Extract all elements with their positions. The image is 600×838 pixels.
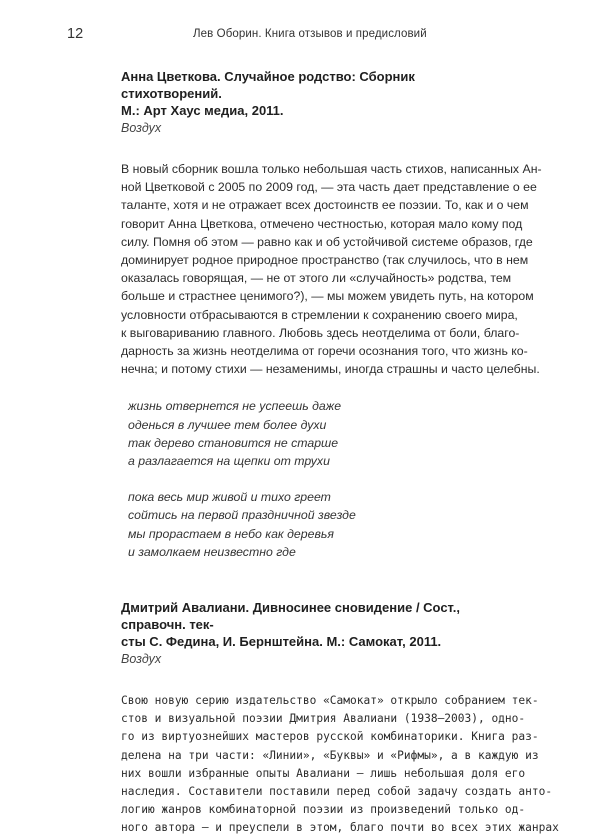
review-source: Воздух [121,121,162,135]
body-line: оказалась говорящая, — не от этого ли «случайность» родства, тем [121,271,512,286]
body-line: В новый сборник вошла только небольшая часть стихов, написанных Ан- [121,162,542,176]
review-body [121,692,559,838]
review-title-line: сты С. Федина, И. Бернштейна. М.: Самокат, 2011. [121,634,442,650]
body-line: говорит Анна Цветкова, отмечено честностью, которая мало кому под [121,216,523,231]
review-tsvetkova [121,68,542,561]
poem-line: оденься в лучшее тем более духи [128,417,327,432]
review-title-line: Анна Цветкова. Случайное родство: Сборник стихотворений. [121,69,415,101]
body-line: наследия. Составители поставили перед собой задачу создать анто- [121,785,553,799]
review-source: Воздух [121,652,162,667]
review-title [121,599,491,650]
poem-line: жизнь отвернется не успеешь даже [128,399,342,414]
body-line: стов и визуальной поэзии Дмитрия Авалиани (1938–2003), одно- [121,712,526,726]
poem-line: мы прорастаем в небо как деревья [128,526,334,541]
running-header [0,26,600,46]
body-line: доминирует родное природное пространство (так случилось, что в нем [121,253,529,268]
review-body [121,160,542,378]
body-line: ной Цветковой с 2005 по 2009 год, — эта часть дает представление о ее [121,180,537,195]
body-line: условности отбрасываются в стремлении к сохранению своего мира, [121,307,518,322]
review-title-line: Дмитрий Авалиани. Дивносинее сновидение / Сост., справочн. тек- [121,600,461,633]
running-title: Лев Оборин. Книга отзывов и предисловий [193,28,427,40]
body-line: делена на три части: «Линии», «Буквы» и «Рифмы», а в каждую из [121,748,539,762]
poem-stanza [128,397,491,470]
poem-line: пока весь мир живой и тихо греет [128,490,331,505]
poem-line: и замолкаем неизвестно где [128,544,296,559]
review-avaliani [121,599,559,838]
body-line: го из виртуознейших мастеров русской комбинаторики. Книга раз- [121,730,539,744]
body-line: дарность за жизнь неотделима от горечи осознания того, что жизнь ко- [121,344,528,359]
body-line: Свою новую серию издательство «Самокат» открыло собранием тек- [121,694,539,708]
poem-stanza [128,488,491,561]
review-title [121,68,491,119]
body-line: больше и страстнее ценимого?), — мы можем увидеть путь, на котором [121,289,534,304]
poem-quote [121,397,491,561]
body-line: логию жанров комбинаторной поэзии из произведений только од- [121,803,526,817]
body-line: нечна; и потому стихи — незаменимы, иногда страшны и часто целебны. [121,362,540,377]
poem-line: а разлагается на щепки от трухи [128,454,330,469]
review-title-line: М.: Арт Хаус медиа, 2011. [121,103,284,118]
poem-line: так дерево становится не старше [128,435,339,450]
poem-line: сойтись на первой праздничной звезде [128,508,356,523]
body-line: силу. Помня об этом — равно как и об устойчивой системе образов, где [121,234,533,249]
page-content [121,68,559,838]
body-line: них вошли избранные опыты Авалиани — лишь небольшая доля его [121,766,526,780]
body-line: к выговариванию главного. Любовь здесь неотделима от боли, благо- [121,325,520,340]
page-number: 12 [67,26,84,42]
body-line: таланте, хотя и не отражает всех достоинств ее поэзии. То, как и о чем [121,198,529,213]
body-line: ного автора — и преуспели в этом, благо почти во всех этих жанрах [121,821,559,835]
